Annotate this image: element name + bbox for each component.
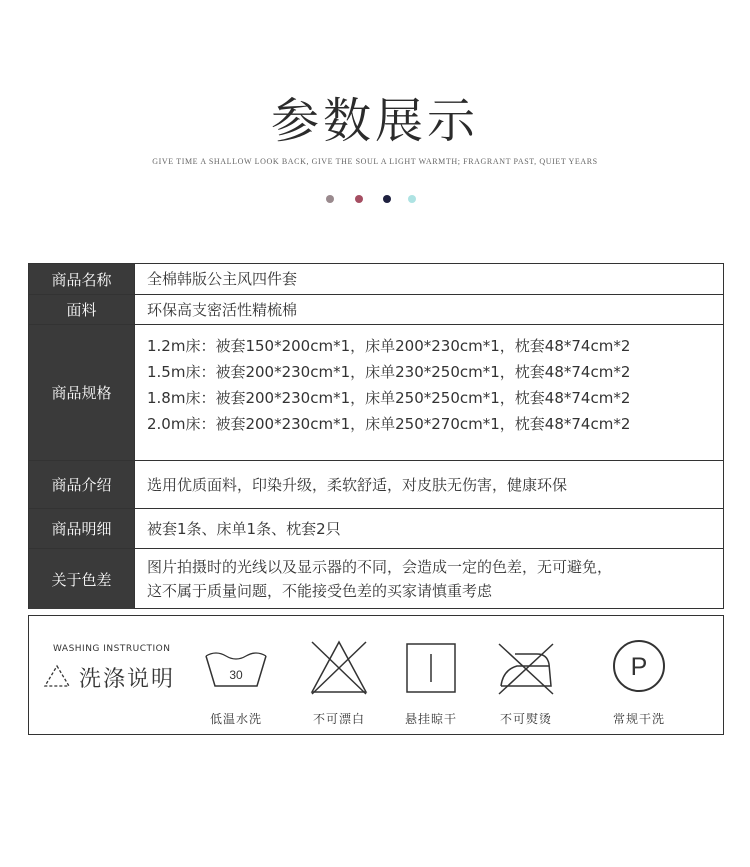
color-diff-line: 图片拍摄时的光线以及显示器的不同，会造成一定的色差，无可避免， — [147, 558, 613, 576]
warning-triangle-icon — [43, 664, 71, 692]
spec-label: 商品明细 — [29, 509, 135, 548]
wash-caption: 不可熨烫 — [499, 712, 552, 726]
washing-title: 洗涤说明 — [79, 667, 176, 692]
wash-item — [481, 638, 571, 728]
wash-item — [191, 638, 281, 728]
spec-row-sizes — [29, 325, 723, 461]
spec-value — [147, 461, 717, 508]
color-diff-line: 这不属于质量问题，不能接受色差的买家请慎重考虑 — [147, 582, 493, 600]
spec-row-name — [29, 264, 723, 295]
washing-label-en: WASHING INSTRUCTION — [53, 644, 171, 654]
spec-row-color-diff — [29, 549, 723, 609]
spec-row-intro — [29, 461, 723, 509]
spec-row-details — [29, 509, 723, 549]
dry-clean-letter: P — [630, 653, 648, 681]
spec-value — [147, 549, 717, 609]
product-name: 全棉韩版公主风四件套 — [147, 270, 298, 288]
washing-title-row — [43, 662, 175, 693]
spec-row-fabric — [29, 295, 723, 325]
wash-caption: 不可漂白 — [312, 712, 365, 726]
spec-label: 商品名称 — [29, 264, 135, 294]
size-line: 1.2m床：被套150*200cm*1，床单200*230cm*1，枕套48*74cm*2 — [147, 337, 631, 355]
spec-value — [147, 264, 717, 294]
color-dot — [408, 195, 416, 203]
no-bleach-icon — [308, 638, 370, 698]
wash-30-icon — [201, 638, 271, 690]
wash-caption: 低温水洗 — [209, 712, 262, 726]
spec-value — [147, 325, 717, 460]
spec-value — [147, 295, 717, 324]
size-line: 2.0m床：被套200*230cm*1，床单250*270cm*1，枕套48*74cm*2 — [147, 415, 631, 433]
spec-label: 商品介绍 — [29, 461, 135, 508]
details-value: 被套1条、床单1条、枕套2只 — [147, 519, 341, 538]
color-dot — [355, 195, 363, 203]
spec-label: 商品规格 — [29, 325, 135, 460]
spec-label: 关于色差 — [29, 549, 135, 609]
wash-caption: 悬挂晾干 — [404, 712, 457, 726]
size-line: 1.8m床：被套200*230cm*1，床单250*250cm*1，枕套48*74cm*2 — [147, 389, 631, 407]
fabric-value: 环保高支密活性精梳棉 — [147, 300, 298, 319]
dry-clean-icon — [610, 638, 668, 696]
wash-item — [386, 638, 476, 728]
spec-value — [147, 509, 717, 548]
spec-label: 面料 — [29, 295, 135, 324]
wash-caption: 常规干洗 — [612, 712, 665, 726]
no-iron-icon — [493, 638, 559, 698]
wash-temp-label: 30 — [229, 668, 243, 682]
wash-item — [594, 638, 684, 728]
size-line: 1.5m床：被套200*230cm*1，床单230*250cm*1，枕套48*74cm*2 — [147, 363, 631, 381]
spec-table — [28, 263, 724, 609]
hang-dry-icon — [404, 638, 458, 694]
intro-value: 选用优质面料，印染升级，柔软舒适，对皮肤无伤害，健康环保 — [147, 475, 568, 494]
washing-instruction — [28, 615, 724, 735]
page-subtitle: GIVE TIME A SHALLOW LOOK BACK, GIVE THE SOUL A LIGHT WARMTH; FRAGRANT PAST, QUIET YEARS — [152, 157, 598, 166]
color-dot — [383, 195, 391, 203]
color-dots — [326, 195, 422, 205]
color-dot — [326, 195, 334, 203]
page-title: 参数展示 — [270, 93, 479, 149]
wash-item — [294, 638, 384, 728]
